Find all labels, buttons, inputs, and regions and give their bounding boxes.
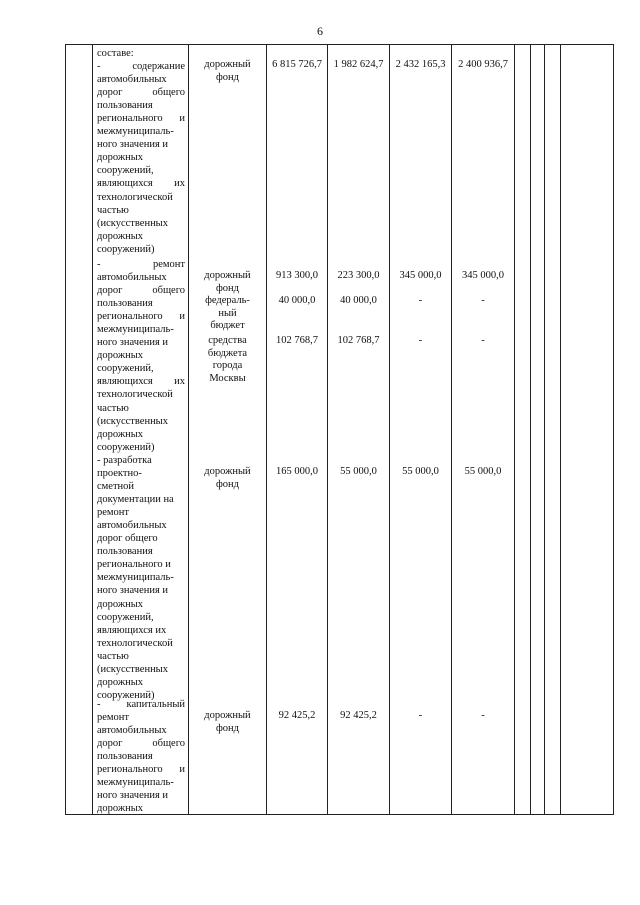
description-line (97, 698, 185, 711)
description-line: межмуниципаль- (97, 126, 174, 138)
amount-value: 2 400 936,7 (458, 59, 508, 70)
description-line: межмуниципаль- (97, 572, 174, 584)
description-line: сметной (97, 481, 135, 493)
col-total (267, 45, 328, 815)
amount-value: 345 000,0 (462, 270, 504, 281)
amount-value: - (418, 335, 423, 346)
description-line: ремонт (97, 507, 130, 519)
description-word: - (97, 61, 101, 73)
description-line: технологической (97, 191, 173, 203)
description-line: сооружений) (97, 243, 155, 255)
amount-value: 1 982 624,7 (333, 59, 384, 70)
description-word: общего (152, 285, 185, 297)
description-line (97, 763, 185, 776)
row-description (97, 454, 185, 702)
description-line: межмуниципаль- (97, 324, 174, 336)
row-description (97, 47, 185, 256)
description-line: являющихся их (97, 624, 167, 636)
amount-value: 165 000,0 (276, 466, 318, 477)
description-line: (искусственных (97, 415, 168, 427)
col-number (66, 45, 93, 815)
col-empty-1 (515, 45, 531, 815)
description-line (97, 177, 185, 190)
description-line: дорожных (97, 676, 144, 688)
description-line (97, 60, 185, 73)
amount-value: 6 815 726,7 (272, 59, 322, 70)
description-line (97, 737, 185, 750)
description-line: пользования (97, 546, 153, 558)
description-word: и (179, 113, 185, 125)
description-line: ного значения и (97, 337, 169, 349)
description-line (97, 375, 185, 388)
amount-value: 55 000,0 (464, 466, 502, 477)
funding-source: дорожный фонд (204, 270, 251, 294)
description-word: их (174, 376, 185, 388)
description-line: сооружений) (97, 689, 155, 701)
amount-value: 345 000,0 (399, 270, 442, 281)
description-line (97, 284, 185, 297)
description-line: технологической (97, 389, 173, 401)
amount-value: 55 000,0 (340, 466, 377, 477)
description-line: дорожных (97, 230, 144, 242)
description-word: являющихся (97, 376, 153, 388)
description-word: - (97, 699, 101, 710)
description-line (97, 258, 185, 271)
col-description (93, 45, 189, 815)
amount-value: 92 425,2 (278, 710, 316, 721)
description-word: общего (152, 738, 185, 750)
description-line: документации на (97, 494, 174, 506)
row-description (97, 698, 185, 815)
amount-value: 40 000,0 (278, 295, 316, 306)
amount-value: - (418, 710, 423, 721)
description-line: частью (97, 402, 129, 414)
description-line: частью (97, 204, 129, 216)
description-line: дорожных (97, 803, 144, 815)
description-line: ного значения и (97, 139, 169, 151)
description-line: - разработка (97, 455, 152, 466)
description-line: дорожных (97, 598, 144, 610)
description-line: проектно- (97, 468, 142, 480)
description-line: сооружений, (97, 611, 154, 623)
description-word: регионального (97, 113, 163, 125)
col-empty-3 (545, 45, 561, 815)
description-word: - (97, 259, 101, 270)
funding-source: дорожный фонд (204, 466, 251, 490)
row-description (97, 258, 185, 454)
description-word: их (174, 178, 185, 190)
funding-source: дорожный фонд (204, 710, 251, 734)
description-line: автомобильных (97, 520, 167, 532)
description-word: и (179, 311, 185, 323)
description-word: регионального (97, 764, 163, 776)
amount-value: 2 432 165,3 (395, 59, 446, 70)
description-line: дорог общего (97, 533, 158, 545)
col-year-2 (390, 45, 452, 815)
description-word: дорог (97, 87, 123, 99)
amount-value: 102 768,7 (276, 335, 318, 346)
description-line: дорожных (97, 152, 144, 164)
description-line: ного значения и (97, 790, 169, 802)
page-number: 6 (317, 24, 323, 38)
description-word: содержание (132, 61, 185, 73)
description-line: межмуниципаль- (97, 777, 174, 789)
description-line: составе: (97, 48, 134, 59)
description-word: ремонт (152, 259, 185, 270)
amount-value: - (481, 295, 485, 306)
description-line: автомобильных (97, 272, 167, 284)
description-line: ного значения и (97, 585, 169, 597)
description-line: дорожных (97, 350, 144, 362)
description-line: пользования (97, 298, 153, 310)
amount-value: - (481, 710, 485, 721)
description-word: капитальный (126, 699, 185, 710)
amount-value: 92 425,2 (340, 710, 377, 721)
description-word: общего (152, 87, 185, 99)
description-line: частью (97, 650, 129, 662)
col-year-1 (328, 45, 390, 815)
description-line: сооружений, (97, 363, 154, 375)
col-empty-2 (531, 45, 545, 815)
description-line: (искусственных (97, 217, 168, 229)
col-funding-source (189, 45, 267, 815)
amount-value: 223 300,0 (337, 270, 380, 281)
description-line (97, 310, 185, 323)
description-line: ремонт (97, 712, 130, 724)
funding-source: средства бюджета города Москвы (207, 335, 248, 384)
funding-source: федераль- ный бюджет (205, 295, 250, 331)
description-word: являющихся (97, 178, 153, 190)
description-line: сооружений, (97, 165, 154, 177)
amount-value: - (418, 295, 423, 306)
description-word: и (179, 764, 185, 776)
description-line: дорожных (97, 428, 144, 440)
col-year-3 (452, 45, 515, 815)
amount-value: 102 768,7 (337, 335, 380, 346)
funding-source: дорожный фонд (204, 59, 251, 83)
description-line (97, 86, 185, 99)
description-line: сооружений) (97, 441, 155, 453)
description-line: технологической (97, 637, 173, 649)
description-line: автомобильных (97, 74, 167, 86)
amount-value: 55 000,0 (402, 466, 439, 477)
description-line: (искусственных (97, 663, 168, 675)
description-word: регионального (97, 311, 163, 323)
description-line: пользования (97, 100, 153, 112)
amount-value: 40 000,0 (340, 295, 377, 306)
description-word: дорог (97, 285, 123, 297)
col-empty-4 (561, 45, 614, 815)
amount-value: - (481, 335, 485, 346)
program-funding-table (65, 44, 614, 815)
description-line: регионального и (97, 559, 171, 571)
description-line: автомобильных (97, 725, 167, 737)
amount-value: 913 300,0 (276, 270, 318, 281)
description-line (97, 112, 185, 125)
description-line: пользования (97, 751, 153, 763)
description-word: дорог (97, 738, 123, 750)
